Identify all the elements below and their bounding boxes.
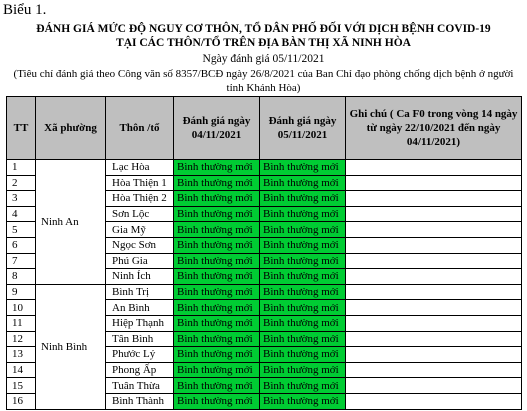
criteria-note: (Tiêu chí đánh giá theo Công văn số 8357/BCĐ ngày 26/8/2021 của Ban Chỉ đạo phòng chống dịch bệnh ở người tỉnh Khánh Hòa) — [13, 68, 514, 94]
status-eval-2: Bình thường mới — [260, 347, 346, 363]
status-eval-2: Bình thường mới — [260, 222, 346, 238]
note-cell — [346, 222, 522, 238]
note-cell — [346, 300, 522, 316]
status-eval-1: Bình thường mới — [174, 284, 260, 300]
status-eval-1: Bình thường mới — [174, 331, 260, 347]
ward-name: Ninh An — [36, 160, 106, 285]
row-number: 4 — [7, 206, 36, 222]
status-eval-1: Bình thường mới — [174, 378, 260, 394]
status-eval-1: Bình thường mới — [174, 237, 260, 253]
row-number: 7 — [7, 253, 36, 269]
note-cell — [346, 191, 522, 207]
row-number: 2 — [7, 175, 36, 191]
note-cell — [346, 347, 522, 363]
status-eval-1: Bình thường mới — [174, 393, 260, 409]
status-eval-1: Bình thường mới — [174, 160, 260, 176]
hamlet-name: Phước Lý — [106, 347, 174, 363]
hamlet-name: Bình Trị — [106, 284, 174, 300]
document-title: ĐÁNH GIÁ MỨC ĐỘ NGUY CƠ THÔN, TỔ DÂN PHỐ ĐỐI VỚI DỊCH BỆNH COVID-19 — [36, 23, 491, 35]
status-eval-2: Bình thường mới — [260, 315, 346, 331]
row-number: 11 — [7, 315, 36, 331]
header-eval-2: Đánh giá ngày 05/11/2021 — [260, 97, 346, 160]
hamlet-name: Hiệp Thạnh — [106, 315, 174, 331]
note-cell — [346, 378, 522, 394]
row-number: 12 — [7, 331, 36, 347]
note-cell — [346, 206, 522, 222]
status-eval-2: Bình thường mới — [260, 284, 346, 300]
note-cell — [346, 393, 522, 409]
header-tt: TT — [7, 97, 36, 160]
hamlet-name: Sơn Lộc — [106, 206, 174, 222]
hamlet-name: Lạc Hòa — [106, 160, 174, 176]
status-eval-1: Bình thường mới — [174, 269, 260, 285]
ward-name: Ninh Bình — [36, 284, 106, 409]
status-eval-1: Bình thường mới — [174, 300, 260, 316]
status-eval-2: Bình thường mới — [260, 378, 346, 394]
hamlet-name: Gia Mỹ — [106, 222, 174, 238]
hamlet-name: Hòa Thiện 1 — [106, 175, 174, 191]
status-eval-2: Bình thường mới — [260, 331, 346, 347]
status-eval-1: Bình thường mới — [174, 315, 260, 331]
document-subtitle: TẠI CÁC THÔN/TỔ TRÊN ĐỊA BÀN THỊ XÃ NINH HÒA — [116, 37, 411, 49]
header-note: Ghi chú ( Ca F0 trong vòng 14 ngày từ ngày 22/10/2021 đến ngày 04/11/2021) — [346, 97, 522, 160]
row-number: 1 — [7, 160, 36, 176]
status-eval-2: Bình thường mới — [260, 269, 346, 285]
status-eval-2: Bình thường mới — [260, 300, 346, 316]
status-eval-1: Bình thường mới — [174, 222, 260, 238]
row-number: 3 — [7, 191, 36, 207]
note-cell — [346, 269, 522, 285]
note-cell — [346, 284, 522, 300]
evaluation-date: Ngày đánh giá 05/11/2021 — [202, 53, 325, 65]
status-eval-2: Bình thường mới — [260, 362, 346, 378]
header-eval-1: Đánh giá ngày 04/11/2021 — [174, 97, 260, 160]
risk-assessment-table — [6, 96, 522, 410]
note-cell — [346, 175, 522, 191]
hamlet-name: Ngọc Sơn — [106, 237, 174, 253]
status-eval-2: Bình thường mới — [260, 175, 346, 191]
status-eval-1: Bình thường mới — [174, 347, 260, 363]
status-eval-1: Bình thường mới — [174, 175, 260, 191]
row-number: 10 — [7, 300, 36, 316]
note-cell — [346, 315, 522, 331]
table-body — [7, 160, 522, 410]
row-number: 15 — [7, 378, 36, 394]
status-eval-1: Bình thường mới — [174, 362, 260, 378]
hamlet-name: Ninh Ích — [106, 269, 174, 285]
table-header-row — [7, 97, 522, 160]
hamlet-name: Tuân Thừa — [106, 378, 174, 394]
row-number: 16 — [7, 393, 36, 409]
row-number: 9 — [7, 284, 36, 300]
header-ward: Xã phường — [36, 97, 106, 160]
status-eval-2: Bình thường mới — [260, 191, 346, 207]
hamlet-name: An Bình — [106, 300, 174, 316]
table-row — [7, 160, 522, 176]
header-hamlet: Thôn /tổ — [106, 97, 174, 160]
row-number: 8 — [7, 269, 36, 285]
table-label: Biểu 1. — [3, 2, 47, 18]
hamlet-name: Phú Gia — [106, 253, 174, 269]
row-number: 13 — [7, 347, 36, 363]
status-eval-2: Bình thường mới — [260, 253, 346, 269]
status-eval-1: Bình thường mới — [174, 191, 260, 207]
hamlet-name: Hòa Thiện 2 — [106, 191, 174, 207]
status-eval-2: Bình thường mới — [260, 237, 346, 253]
status-eval-2: Bình thường mới — [260, 393, 346, 409]
status-eval-2: Bình thường mới — [260, 160, 346, 176]
note-cell — [346, 253, 522, 269]
hamlet-name: Bình Thành — [106, 393, 174, 409]
note-cell — [346, 160, 522, 176]
row-number: 5 — [7, 222, 36, 238]
status-eval-2: Bình thường mới — [260, 206, 346, 222]
status-eval-1: Bình thường mới — [174, 253, 260, 269]
row-number: 14 — [7, 362, 36, 378]
note-cell — [346, 362, 522, 378]
note-cell — [346, 331, 522, 347]
note-cell — [346, 237, 522, 253]
row-number: 6 — [7, 237, 36, 253]
status-eval-1: Bình thường mới — [174, 206, 260, 222]
hamlet-name: Tân Bình — [106, 331, 174, 347]
table-row — [7, 284, 522, 300]
hamlet-name: Phong Ấp — [106, 362, 174, 378]
